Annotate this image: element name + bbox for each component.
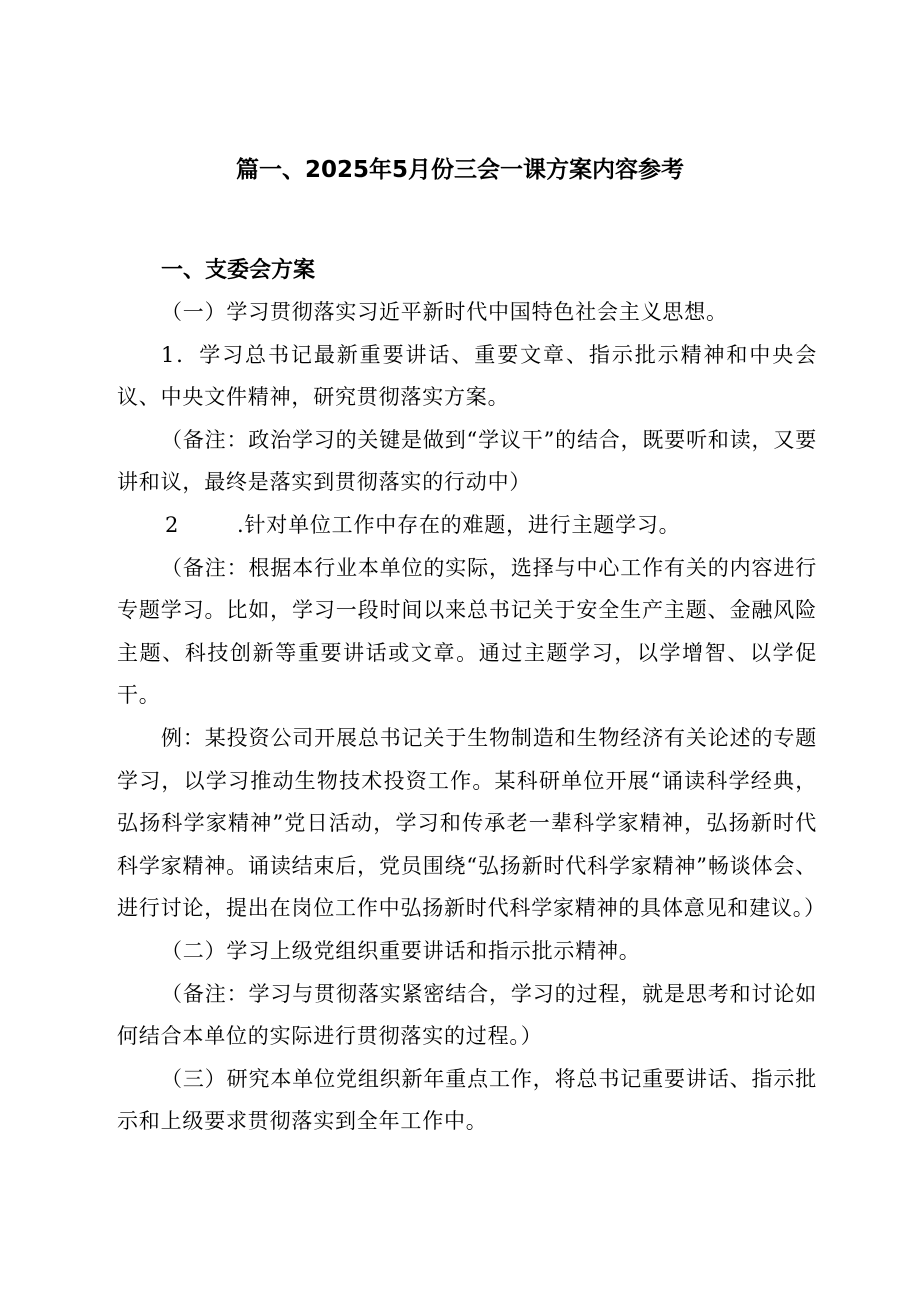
paragraph-note-2: （备注：根据本行业本单位的实际，选择与中心工作有关的内容进行专题学习。比如，学习一段时间以来总书记关于安全生产主题、金融风险主题、科技创新等重要讲话或文章。通过主题学习，以学增智、以学促干。	[117, 555, 817, 708]
item-2-number: 2	[165, 512, 180, 537]
document-title: 篇一、2025年5月份三会一课方案内容参考	[235, 157, 685, 183]
paragraph-example: 例：某投资公司开展总书记关于生物制造和生物经济有关论述的专题学习，以学习推动生物技术投资工作。某科研单位开展“诵读科学经典，弘扬科学家精神”党日活动，学习和传承老一辈科学家精神，弘扬新时代科学家精神。诵读结束后，党员围绕“弘扬新时代科学家精神”畅谈体会、进行讨论，提出在岗位工作中弘扬新时代科学家精神的具体意见和建议。）	[117, 725, 826, 921]
paragraph-item-a: （一）学习贯彻落实习近平新时代中国特色社会主义思想。	[161, 300, 728, 324]
section-heading: 一、支委会方案	[161, 258, 316, 283]
item-2-text: .针对单位工作中存在的难题，进行主题学习。	[237, 512, 681, 537]
paragraph-item-1: 1．学习总书记最新重要讲话、重要文章、指示批示精神和中央会议、中央文件精神，研究贯彻落实方案。	[117, 342, 817, 410]
paragraph-item-c: （三）研究本单位党组织新年重点工作，将总书记重要讲话、指示批示和上级要求贯彻落实到全年工作中。	[117, 1066, 817, 1134]
paragraph-note-1: （备注：政治学习的关键是做到“学议干”的结合，既要听和读，又要讲和议，最终是落实到贯彻落实的行动中）	[117, 427, 817, 495]
document-body	[117, 251, 826, 1143]
paragraph-item-b: （二）学习上级党组织重要讲话和指示批示精神。	[161, 938, 641, 963]
paragraph-note-b: （备注：学习与贯彻落实紧密结合，学习的过程，就是思考和讨论如何结合本单位的实际进行贯彻落实的过程。）	[117, 981, 817, 1049]
paragraph-item-2	[117, 504, 817, 547]
